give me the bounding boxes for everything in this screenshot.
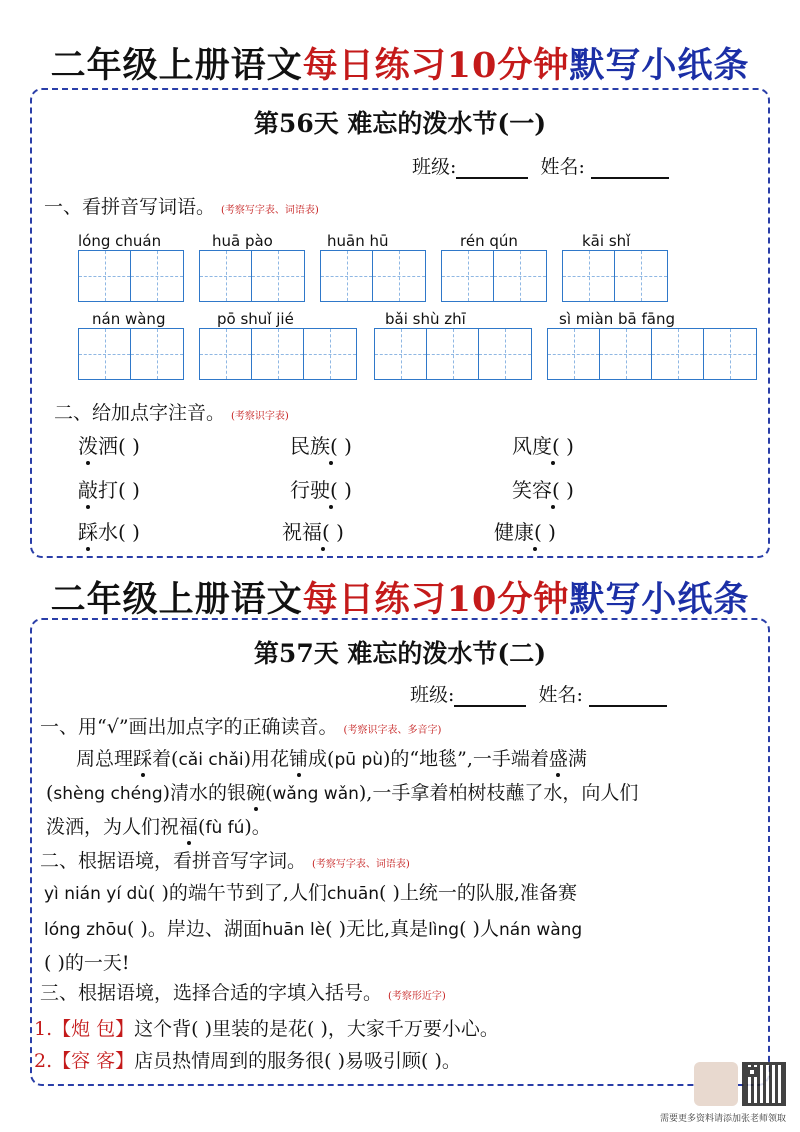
question-1-label: 1.【炮 包】	[34, 1018, 135, 1040]
passage1-line3: 泼洒，为人们祝福(fù fú)。	[46, 816, 271, 838]
question-1	[34, 1014, 499, 1041]
name-blank[interactable]	[591, 177, 669, 179]
day57-section3-title	[40, 978, 446, 1005]
section2-label: 二、给加点字注音。	[54, 402, 226, 424]
word-item: 敲打( )	[78, 478, 140, 502]
question-2	[34, 1046, 461, 1073]
section1-label: 一、用“√”画出加点字的正确读音。	[40, 716, 338, 738]
day57-title: 第57天 难忘的泼水节(二)	[253, 639, 547, 668]
day56-title: 第56天 难忘的泼水节(一)	[253, 109, 547, 138]
grid-huanhu[interactable]	[320, 250, 426, 302]
day56-class-name-line	[412, 152, 669, 179]
banner-part1: 二年级上册语文	[50, 45, 303, 86]
pinyin-huapao: huā pào	[212, 232, 273, 250]
section2-note: (考察写字表、词语表)	[312, 858, 410, 870]
pinyin-poshuijie: pō shuǐ jié	[217, 310, 294, 328]
name-blank[interactable]	[589, 705, 667, 707]
word-item: 踩水( )	[78, 520, 140, 544]
worksheet-day57	[30, 618, 770, 1086]
question-1-text: 这个背( )里装的是花( )，大家千万要小心。	[134, 1018, 499, 1040]
pinyin-longchuan: lóng chuán	[78, 232, 162, 250]
section2-note: (考察识字表)	[231, 410, 289, 422]
word-item: 民族( )	[290, 434, 352, 458]
grid-huapao[interactable]	[199, 250, 305, 302]
pinyin-renqun: rén qún	[460, 232, 518, 250]
class-blank[interactable]	[454, 705, 526, 707]
pinyin-simianbafang: sì miàn bā fāng	[559, 310, 675, 328]
banner-top	[0, 38, 800, 88]
worksheet-day56	[30, 88, 770, 558]
banner-part3: 默写小纸条	[569, 45, 750, 86]
pinyin-huanhu: huān hū	[327, 232, 389, 250]
day57-section1-title	[40, 712, 441, 739]
grid-longchuan[interactable]	[78, 250, 184, 302]
passage2-line1: yì nián yí dù( )的端午节到了,人们chuān( )上统一的队服,准备赛	[44, 882, 577, 904]
name-label: 姓名:	[538, 684, 583, 706]
grid-simianbafang[interactable]	[547, 328, 757, 380]
section3-note: (考察形近字)	[388, 990, 446, 1002]
question-2-text: 店员热情周到的服务很( )易吸引顾( )。	[134, 1050, 461, 1072]
class-label: 班级:	[412, 156, 457, 178]
grid-nanwang[interactable]	[78, 328, 184, 380]
banner-part1: 二年级上册语文	[50, 579, 303, 620]
section1-label: 一、看拼音写词语。	[44, 196, 216, 218]
word-item: 行驶( )	[290, 478, 352, 502]
day56-section1-title	[44, 192, 319, 219]
passage1-line2: (shèng chéng)清水的银碗(wǎng wǎn),一手拿着柏树枝蘸了水，向人们	[46, 782, 639, 804]
grid-renqun[interactable]	[441, 250, 547, 302]
day57-class-name-line	[410, 680, 667, 707]
banner-part3: 默写小纸条	[569, 579, 750, 620]
word-item: 风度( )	[512, 434, 574, 458]
section3-label: 三、根据语境，选择合适的字填入括号。	[40, 982, 383, 1004]
day56-section2-title	[54, 398, 289, 425]
grid-poshuijie[interactable]	[199, 328, 357, 380]
word-item: 祝福( )	[282, 520, 344, 544]
pinyin-baishuzhi: bǎi shù zhī	[385, 310, 466, 328]
word-item: 健康( )	[494, 520, 556, 544]
teacher-avatar	[694, 1062, 738, 1106]
day57-section2-title	[40, 846, 410, 873]
passage2-line2: lóng zhōu( )。岸边、湖面huān lè( )无比,真是lìng( )人nán wàng	[44, 918, 583, 940]
class-label: 班级:	[410, 684, 455, 706]
pinyin-kaishi: kāi shǐ	[582, 232, 631, 250]
banner-middle	[0, 572, 800, 622]
section1-note: (考察识字表、多音字)	[343, 724, 442, 736]
passage1-line1: 周总理踩着(cǎi chǎi)用花铺成(pū pù)的“地毯”,一手端着盛满	[76, 748, 587, 770]
question-2-label: 2.【容 客】	[34, 1050, 135, 1072]
grid-baishuzhi[interactable]	[374, 328, 532, 380]
section1-note: (考察写字表、词语表)	[221, 204, 319, 216]
grid-kaishi[interactable]	[562, 250, 668, 302]
footer-note: 需要更多资料请添加张老师领取	[659, 1114, 786, 1124]
section2-label: 二、根据语境，看拼音写字词。	[40, 850, 307, 872]
word-item: 泼洒( )	[78, 434, 140, 458]
qr-code-icon[interactable]	[742, 1062, 786, 1106]
banner-part2: 每日练习10分钟	[302, 579, 570, 620]
passage2-line3: ( )的一天!	[44, 952, 130, 974]
class-blank[interactable]	[456, 177, 528, 179]
pinyin-nanwang: nán wàng	[92, 310, 166, 328]
banner-part2: 每日练习10分钟	[302, 45, 570, 86]
name-label: 姓名:	[540, 156, 585, 178]
word-item: 笑容( )	[512, 478, 574, 502]
